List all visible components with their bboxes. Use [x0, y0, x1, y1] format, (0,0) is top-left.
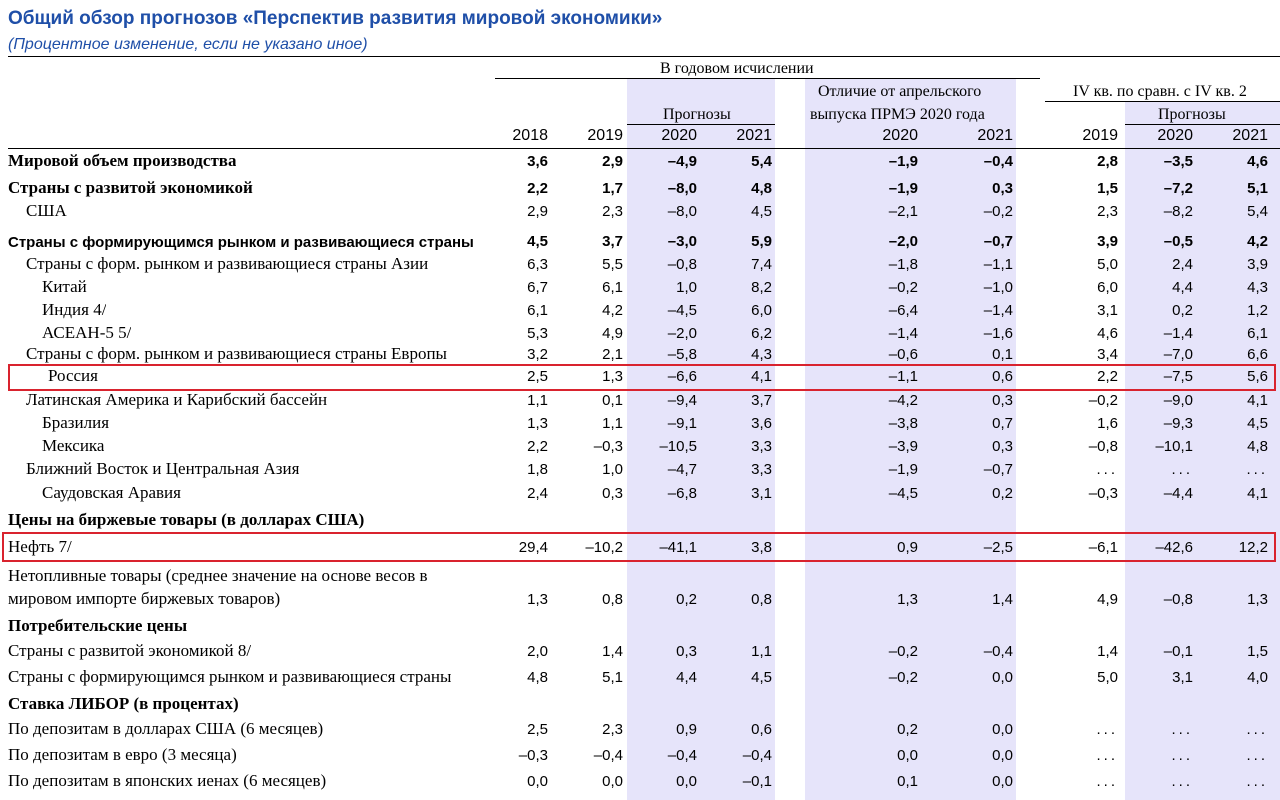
- cell-value: 4,8: [1247, 438, 1268, 455]
- cell-value: 2,9: [602, 153, 623, 170]
- cell-value: 0,7: [992, 415, 1013, 432]
- cell-value: –9,4: [667, 392, 697, 409]
- cell-value: 4,5: [527, 233, 548, 250]
- cell-value: ...: [1096, 461, 1118, 478]
- cell-value: –0,4: [983, 643, 1013, 660]
- cell-value: –3,9: [888, 438, 918, 455]
- cell-value: 4,3: [751, 346, 772, 363]
- cell-value: 2,4: [527, 485, 548, 502]
- cell-value: 1,1: [751, 643, 772, 660]
- cell-value: –2,0: [888, 233, 918, 250]
- cell-value: –8,0: [667, 203, 697, 220]
- cell-value: 0,6: [751, 721, 772, 738]
- cell-value: ...: [1246, 773, 1268, 790]
- row-label: Страны с форм. рынком и развивающиеся страны Азии: [26, 254, 429, 273]
- cell-value: 6,7: [527, 279, 548, 296]
- cell-value: –4,5: [667, 302, 697, 319]
- row-label: АСЕАН-5 5/: [42, 323, 132, 342]
- cell-value: –9,0: [1163, 392, 1193, 409]
- cell-value: –6,4: [888, 302, 918, 319]
- cell-value: –3,0: [667, 233, 697, 250]
- year-header: 2020: [661, 127, 697, 144]
- cell-value: 4,1: [751, 368, 772, 385]
- cell-value: –0,1: [742, 773, 772, 790]
- table-row: [0, 300, 1280, 322]
- cell-value: –0,8: [1088, 438, 1118, 455]
- cell-value: 6,0: [751, 302, 772, 319]
- cell-value: 0,3: [992, 392, 1013, 409]
- cell-value: –6,6: [667, 368, 697, 385]
- cell-value: 2,5: [527, 721, 548, 738]
- cell-value: 5,3: [527, 325, 548, 342]
- row-label: Страны с развитой экономикой: [8, 178, 253, 197]
- cell-value: –0,2: [888, 279, 918, 296]
- row-label: Китай: [42, 277, 87, 296]
- cell-value: 0,0: [992, 721, 1013, 738]
- cell-value: –42,6: [1155, 539, 1193, 556]
- year-header: 2020: [1157, 127, 1193, 144]
- cell-value: –0,4: [667, 747, 697, 764]
- row-label: Индия 4/: [42, 300, 107, 319]
- cell-value: 7,4: [751, 256, 772, 273]
- cell-value: –9,1: [667, 415, 697, 432]
- cell-value: 1,1: [527, 392, 548, 409]
- cell-value: 0,1: [897, 773, 918, 790]
- cell-value: 0,3: [992, 438, 1013, 455]
- cell-value: 2,3: [1097, 203, 1118, 220]
- cell-value: –0,2: [888, 669, 918, 686]
- table-row: [0, 201, 1280, 223]
- cell-value: 3,7: [751, 392, 772, 409]
- cell-value: ...: [1246, 721, 1268, 738]
- cell-value: 1,1: [602, 415, 623, 432]
- forecast-rule-b: [1125, 124, 1280, 125]
- cell-value: –4,9: [667, 153, 697, 170]
- annual-header-rule: [495, 78, 1040, 79]
- cell-value: –10,1: [1155, 438, 1193, 455]
- cell-value: –8,0: [667, 180, 697, 197]
- table-row: [0, 719, 1280, 741]
- table-row: [0, 510, 1280, 532]
- cell-value: 29,4: [518, 539, 548, 556]
- cell-value: 3,2: [527, 346, 548, 363]
- cell-value: 6,6: [1247, 346, 1268, 363]
- table-row: [0, 483, 1280, 505]
- cell-value: 6,0: [1097, 279, 1118, 296]
- cell-value: 0,3: [676, 643, 697, 660]
- cell-value: –0,8: [667, 256, 697, 273]
- table-row: [0, 589, 1280, 611]
- cell-value: –8,2: [1163, 203, 1193, 220]
- cell-value: 6,1: [602, 279, 623, 296]
- cell-value: 6,1: [1247, 325, 1268, 342]
- table-row: [0, 771, 1280, 793]
- cell-value: 1,5: [1247, 643, 1268, 660]
- cell-value: –2,1: [888, 203, 918, 220]
- cell-value: 4,4: [676, 669, 697, 686]
- cell-value: 3,1: [751, 485, 772, 502]
- cell-value: 0,9: [897, 539, 918, 556]
- cell-value: –2,5: [983, 539, 1013, 556]
- cell-value: 2,2: [1097, 368, 1118, 385]
- cell-value: 2,4: [1172, 256, 1193, 273]
- cell-value: 2,0: [527, 643, 548, 660]
- table-row: [0, 641, 1280, 663]
- cell-value: –1,1: [888, 368, 918, 385]
- cell-value: –6,1: [1088, 539, 1118, 556]
- cell-value: 5,4: [751, 153, 772, 170]
- table-row: [0, 436, 1280, 458]
- table-row: [0, 254, 1280, 276]
- cell-value: 1,4: [992, 591, 1013, 608]
- cell-value: 5,6: [1247, 368, 1268, 385]
- cell-value: 4,2: [602, 302, 623, 319]
- cell-value: 1,4: [602, 643, 623, 660]
- cell-value: –7,0: [1163, 346, 1193, 363]
- table-row: [0, 745, 1280, 767]
- cell-value: –0,4: [593, 747, 623, 764]
- cell-value: 5,4: [1247, 203, 1268, 220]
- cell-value: –4,7: [667, 461, 697, 478]
- cell-value: ...: [1096, 747, 1118, 764]
- cell-value: 1,3: [897, 591, 918, 608]
- cell-value: –1,9: [888, 461, 918, 478]
- cell-value: 1,0: [676, 279, 697, 296]
- cell-value: –1,9: [888, 180, 918, 197]
- cell-value: 0,2: [897, 721, 918, 738]
- row-label: Ближний Восток и Центральная Азия: [26, 459, 300, 478]
- cell-value: 2,2: [527, 180, 548, 197]
- cell-value: 4,5: [1247, 415, 1268, 432]
- cell-value: 6,2: [751, 325, 772, 342]
- cell-value: 5,1: [1247, 180, 1268, 197]
- cell-value: 8,2: [751, 279, 772, 296]
- cell-value: –2,0: [667, 325, 697, 342]
- row-label: Мексика: [42, 436, 105, 455]
- row-label: Бразилия: [42, 413, 110, 432]
- cell-value: –1,6: [983, 325, 1013, 342]
- cell-value: 5,1: [602, 669, 623, 686]
- cell-value: 4,1: [1247, 485, 1268, 502]
- cell-value: ...: [1096, 773, 1118, 790]
- cell-value: 0,2: [992, 485, 1013, 502]
- table-row: [0, 616, 1280, 638]
- cell-value: 2,1: [602, 346, 623, 363]
- cell-value: 4,3: [1247, 279, 1268, 296]
- cell-value: –4,4: [1163, 485, 1193, 502]
- cell-value: –10,2: [585, 539, 623, 556]
- cell-value: 1,0: [602, 461, 623, 478]
- cell-value: –0,8: [1163, 591, 1193, 608]
- cell-value: 3,3: [751, 438, 772, 455]
- q4-header-rule: [1045, 101, 1280, 102]
- cell-value: 0,0: [992, 669, 1013, 686]
- row-label: США: [26, 201, 67, 220]
- page-subtitle: (Процентное изменение, если не указано иное): [8, 36, 368, 53]
- year-header: 2020: [882, 127, 918, 144]
- cell-value: –6,8: [667, 485, 697, 502]
- cell-value: –4,5: [888, 485, 918, 502]
- cell-value: 0,3: [992, 180, 1013, 197]
- cell-value: 6,3: [527, 256, 548, 273]
- cell-value: –0,4: [983, 153, 1013, 170]
- cell-value: 0,2: [1172, 302, 1193, 319]
- cell-value: 3,6: [751, 415, 772, 432]
- cell-value: 4,6: [1097, 325, 1118, 342]
- row-label: мировом импорте биржевых товаров): [8, 589, 281, 608]
- row-label: Нефть 7/: [8, 537, 72, 556]
- row-label: Нетопливные товары (среднее значение на основе весов в: [8, 566, 428, 585]
- cell-value: 3,7: [602, 233, 623, 250]
- cell-value: 0,1: [992, 346, 1013, 363]
- cell-value: –1,9: [888, 153, 918, 170]
- cell-value: 0,0: [897, 747, 918, 764]
- table-row: [0, 390, 1280, 412]
- row-label: Цены на биржевые товары (в долларах США): [8, 510, 365, 529]
- annual-header: В годовом исчислении: [660, 60, 814, 77]
- cell-value: –0,2: [983, 203, 1013, 220]
- cell-value: 4,0: [1247, 669, 1268, 686]
- highlight-russia-row: [8, 364, 1276, 391]
- row-label: Ставка ЛИБОР (в процентах): [8, 694, 239, 713]
- cell-value: –4,2: [888, 392, 918, 409]
- cell-value: –0,1: [1163, 643, 1193, 660]
- cell-value: –0,2: [1088, 392, 1118, 409]
- row-label: Страны с развитой экономикой 8/: [8, 641, 252, 660]
- row-label: Потребительские цены: [8, 616, 188, 635]
- cell-value: –9,3: [1163, 415, 1193, 432]
- cell-value: 4,5: [751, 669, 772, 686]
- table-row: [0, 694, 1280, 716]
- cell-value: 4,8: [751, 180, 772, 197]
- cell-value: 0,1: [602, 392, 623, 409]
- cell-value: 4,8: [527, 669, 548, 686]
- cell-value: 0,6: [992, 368, 1013, 385]
- table-row: [0, 667, 1280, 689]
- cell-value: 1,2: [1247, 302, 1268, 319]
- table-row: [0, 459, 1280, 481]
- cell-value: 2,3: [602, 721, 623, 738]
- year-header: 2019: [1082, 127, 1118, 144]
- cell-value: 2,9: [527, 203, 548, 220]
- years-bottom-rule: [8, 148, 1280, 149]
- row-label: По депозитам в японских иенах (6 месяцев): [8, 771, 327, 790]
- header-top-rule: [8, 56, 1280, 57]
- cell-value: 1,6: [1097, 415, 1118, 432]
- cell-value: –0,2: [888, 643, 918, 660]
- cell-value: ...: [1171, 773, 1193, 790]
- row-label: Страны с формирующимся рынком и развивающиеся страны: [8, 667, 452, 686]
- cell-value: –1,1: [983, 256, 1013, 273]
- table-row: [0, 231, 1280, 253]
- cell-value: –0,3: [593, 438, 623, 455]
- cell-value: –3,5: [1163, 153, 1193, 170]
- year-header: 2021: [736, 127, 772, 144]
- row-label: По депозитам в долларах США (6 месяцев): [8, 719, 324, 738]
- table-row: [0, 413, 1280, 435]
- cell-value: 0,0: [992, 773, 1013, 790]
- cell-value: –0,7: [983, 233, 1013, 250]
- cell-value: –1,4: [1163, 325, 1193, 342]
- cell-value: –0,7: [983, 461, 1013, 478]
- cell-value: –41,1: [659, 539, 697, 556]
- cell-value: 1,5: [1097, 180, 1118, 197]
- table-row: [0, 151, 1280, 173]
- cell-value: –0,3: [518, 747, 548, 764]
- cell-value: –3,8: [888, 415, 918, 432]
- cell-value: 2,5: [527, 368, 548, 385]
- row-label: Россия: [48, 366, 98, 385]
- cell-value: 5,9: [751, 233, 772, 250]
- cell-value: 0,3: [602, 485, 623, 502]
- cell-value: 3,9: [1097, 233, 1118, 250]
- cell-value: 0,2: [676, 591, 697, 608]
- cell-value: ...: [1171, 747, 1193, 764]
- cell-value: 2,2: [527, 438, 548, 455]
- cell-value: 3,8: [751, 539, 772, 556]
- cell-value: 12,2: [1238, 539, 1268, 556]
- forecasts-label-annual: Прогнозы: [663, 106, 731, 123]
- cell-value: 1,3: [527, 591, 548, 608]
- row-label: Саудовская Аравия: [42, 483, 181, 502]
- cell-value: –0,3: [1088, 485, 1118, 502]
- cell-value: 0,8: [751, 591, 772, 608]
- cell-value: –1,0: [983, 279, 1013, 296]
- diff-header-line1: Отличие от апрельского: [818, 83, 982, 100]
- cell-value: 2,8: [1097, 153, 1118, 170]
- cell-value: 3,6: [527, 153, 548, 170]
- cell-value: ...: [1246, 461, 1268, 478]
- table-row: [0, 344, 1280, 366]
- cell-value: 0,8: [602, 591, 623, 608]
- year-header: 2021: [977, 127, 1013, 144]
- forecasts-label-q4: Прогнозы: [1158, 106, 1226, 123]
- cell-value: 0,0: [992, 747, 1013, 764]
- cell-value: –10,5: [659, 438, 697, 455]
- table-row: [0, 178, 1280, 200]
- cell-value: 4,9: [602, 325, 623, 342]
- cell-value: 1,7: [602, 180, 623, 197]
- cell-value: 1,3: [1247, 591, 1268, 608]
- row-label: По депозитам в евро (3 месяца): [8, 745, 237, 764]
- row-label: Страны с форм. рынком и развивающиеся страны Европы: [26, 344, 447, 363]
- cell-value: ...: [1096, 721, 1118, 738]
- diff-header-line2: выпуска ПРМЭ 2020 года: [810, 106, 985, 123]
- row-label: Мировой объем производства: [8, 151, 237, 170]
- cell-value: ...: [1171, 721, 1193, 738]
- cell-value: 4,4: [1172, 279, 1193, 296]
- cell-value: –0,6: [888, 346, 918, 363]
- cell-value: 1,3: [527, 415, 548, 432]
- cell-value: 4,2: [1247, 233, 1268, 250]
- q4-header: IV кв. по сравн. с IV кв. 2: [1073, 83, 1247, 100]
- cell-value: 1,3: [602, 368, 623, 385]
- cell-value: 0,0: [527, 773, 548, 790]
- cell-value: ...: [1171, 461, 1193, 478]
- cell-value: 2,3: [602, 203, 623, 220]
- highlight-oil-row: [2, 532, 1276, 562]
- cell-value: 5,0: [1097, 256, 1118, 273]
- cell-value: 3,4: [1097, 346, 1118, 363]
- cell-value: –1,4: [888, 325, 918, 342]
- cell-value: 5,0: [1097, 669, 1118, 686]
- forecast-rule-a: [627, 124, 775, 125]
- cell-value: ...: [1246, 747, 1268, 764]
- row-label: Страны с формирующимся рынком и развивающиеся страны: [8, 234, 474, 251]
- cell-value: 5,5: [602, 256, 623, 273]
- cell-value: 3,9: [1247, 256, 1268, 273]
- table-row: [0, 277, 1280, 299]
- cell-value: 3,1: [1172, 669, 1193, 686]
- cell-value: –7,5: [1163, 368, 1193, 385]
- cell-value: 4,1: [1247, 392, 1268, 409]
- cell-value: 0,0: [602, 773, 623, 790]
- year-header: 2018: [512, 127, 548, 144]
- year-header: 2019: [587, 127, 623, 144]
- cell-value: –5,8: [667, 346, 697, 363]
- cell-value: 3,1: [1097, 302, 1118, 319]
- table-row: [0, 566, 1280, 588]
- row-label: Латинская Америка и Карибский бассейн: [26, 390, 328, 409]
- cell-value: –0,4: [742, 747, 772, 764]
- page-title: Общий обзор прогнозов «Перспектив развития мировой экономики»: [8, 8, 663, 29]
- cell-value: –1,4: [983, 302, 1013, 319]
- table-row: [0, 323, 1280, 345]
- cell-value: 3,3: [751, 461, 772, 478]
- cell-value: 1,8: [527, 461, 548, 478]
- cell-value: 4,5: [751, 203, 772, 220]
- cell-value: 4,9: [1097, 591, 1118, 608]
- cell-value: –0,5: [1163, 233, 1193, 250]
- year-header: 2021: [1232, 127, 1268, 144]
- cell-value: 6,1: [527, 302, 548, 319]
- cell-value: –1,8: [888, 256, 918, 273]
- cell-value: 4,6: [1247, 153, 1268, 170]
- cell-value: –7,2: [1163, 180, 1193, 197]
- cell-value: 0,0: [676, 773, 697, 790]
- cell-value: 0,9: [676, 721, 697, 738]
- cell-value: 1,4: [1097, 643, 1118, 660]
